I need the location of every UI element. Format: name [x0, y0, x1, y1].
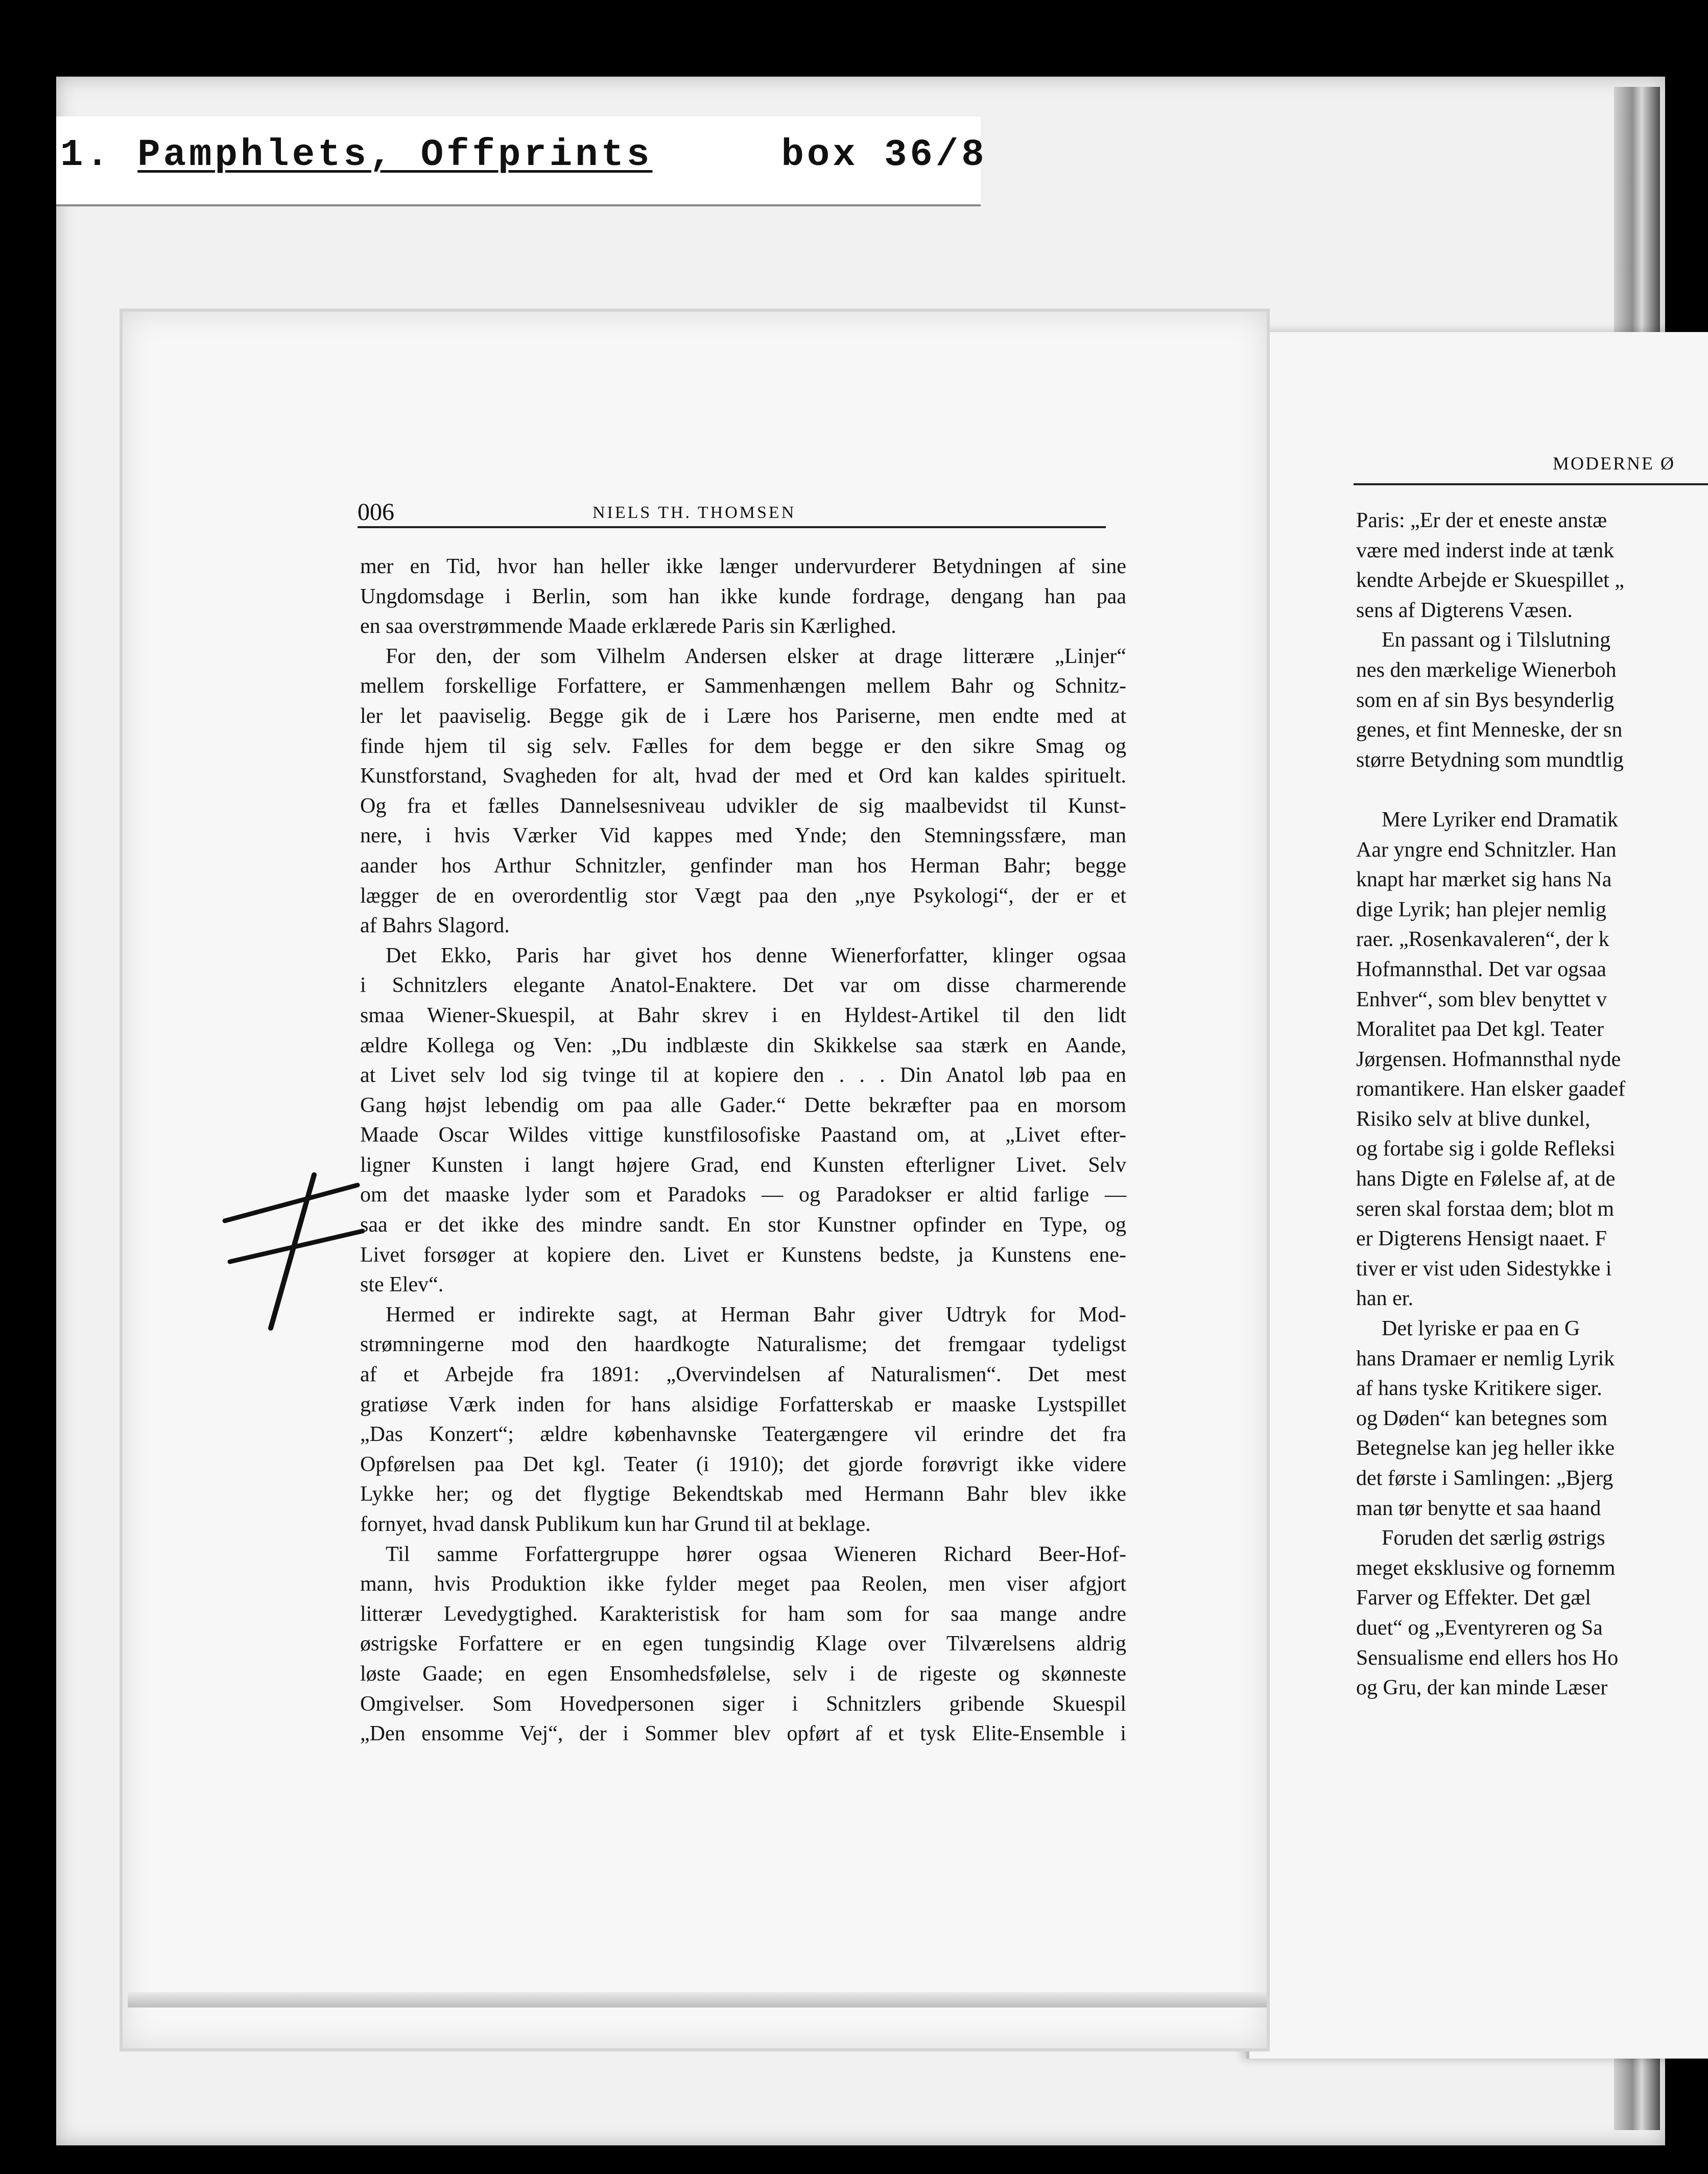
text-line: Kunstforstand, Svagheden for alt, hvad der med et Ord kan kaldes spirituelt. — [360, 764, 1126, 788]
hash-mark-icon — [215, 1165, 378, 1338]
text-line: knapt har mærket sig hans Na — [1356, 868, 1612, 892]
text-line: gratiøse Værk inden for hans alsidige Forfatterskab er maaske Lystspillet — [360, 1392, 1126, 1416]
text-line: Aar yngre end Schnitzler. Han — [1356, 838, 1617, 862]
text-line: man tør benytte et saa haand — [1356, 1496, 1601, 1520]
text-line: dige Lyrik; han plejer nemlig — [1356, 897, 1606, 921]
text-line: af Bahrs Slagord. — [360, 914, 510, 938]
text-line: som en af sin Bys besynderlig — [1356, 688, 1615, 712]
text-line: aander hos Arthur Schnitzler, genfinder man hos Herman Bahr; begge — [360, 854, 1126, 878]
text-line: Enhver“, som blev benyttet v — [1356, 987, 1607, 1011]
text-line: saa er det ikke des mindre sandt. En stor Kunstner opfinder en Type, og — [360, 1213, 1126, 1237]
text-line: være med inderst inde at tænk — [1356, 538, 1615, 562]
text-line: For den, der som Vilhelm Andersen elsker at drage litterære „Linjer“ — [386, 644, 1126, 668]
text-line: Gang højst lebendig om paa alle Gader.“ Dette bekræfter paa en morsom — [360, 1093, 1126, 1117]
text-line: at Livet selv lod sig tvinge til at kopiere den . . . Din Anatol løb paa en — [360, 1064, 1126, 1088]
text-line: ler let paaviselig. Begge gik de i Lære hos Pariserne, men endte med at — [360, 704, 1126, 728]
text-line: mellem forskellige Forfattere, er Sammenhængen mellem Bahr og Schnitz- — [360, 674, 1126, 698]
text-line: finde hjem til sig selv. Fælles for dem begge er den sikre Smag og — [360, 734, 1126, 758]
text-line: Paris: „Er der et eneste anstæ — [1356, 509, 1607, 532]
text-line: Omgivelser. Som Hovedpersonen siger i Schnitzlers gribende Skuespil — [360, 1692, 1126, 1716]
text-line: løste Gaade; en egen Ensomhedsfølelse, selv i de rigeste og skønneste — [360, 1662, 1126, 1686]
label-item-number: 1. — [60, 134, 112, 177]
head-rule — [358, 526, 1106, 528]
text-line: Betegnelse kan jeg heller ikke — [1356, 1436, 1615, 1460]
text-line: Jørgensen. Hofmannsthal nyde — [1356, 1047, 1621, 1071]
text-line: Moralitet paa Det kgl. Teater — [1356, 1018, 1604, 1042]
running-head: NIELS TH. THOMSEN — [592, 503, 796, 522]
label-box: box 36/8 — [781, 134, 987, 177]
text-line: „Das Konzert“; ældre københavnske Teatergængere vil erindre det fra — [360, 1423, 1126, 1447]
text-line: duet“ og „Eventyreren og Sa — [1356, 1616, 1603, 1640]
text-line: Mere Lyriker end Dramatik — [1382, 808, 1618, 832]
text-line: genes, et fint Menneske, der sn — [1356, 718, 1623, 742]
text-line: Maade Oscar Wildes vittige kunstfilosofiske Paastand om, at „Livet efter- — [360, 1123, 1126, 1147]
text-line: og Døden“ kan betegnes som — [1356, 1406, 1608, 1430]
page-number: 006 — [358, 499, 394, 526]
text-line: Livet forsøger at kopiere den. Livet er Kunstens bedste, ja Kunstens ene- — [360, 1243, 1126, 1267]
page-bottom-edge — [128, 1992, 1267, 2007]
text-line: Farver og Effekter. Det gæl — [1356, 1586, 1591, 1610]
text-line: af et Arbejde fra 1891: „Overvindelsen af Naturalismen“. Det mest — [360, 1363, 1126, 1387]
text-line: Foruden det særlig østrigs — [1382, 1526, 1605, 1550]
text-line: om det maaske lyder som et Paradoks — og Paradokser er altid farlige — — [360, 1183, 1126, 1207]
right-page-text — [1356, 506, 1708, 1732]
right-running-head: MODERNE Ø — [1553, 453, 1675, 474]
text-line: mann, hvis Produktion ikke fylder meget paa Reolen, men viser afgjort — [360, 1572, 1126, 1596]
archive-label — [60, 134, 987, 177]
text-line: større Betydning som mundtlig — [1356, 748, 1624, 772]
text-line: nes den mærkelige Wienerboh — [1356, 658, 1617, 682]
text-line: Og fra et fælles Dannelsesniveau udvikler de sig maalbevidst til Kunst- — [360, 794, 1126, 818]
text-line: en saa overstrømmende Maade erklærede Paris sin Kærlighed. — [360, 615, 896, 639]
text-line: seren skal forstaa dem; blot m — [1356, 1197, 1615, 1221]
text-line: raer. „Rosenkavaleren“, der k — [1356, 928, 1609, 952]
text-line: Til samme Forfattergruppe hører ogsaa Wieneren Richard Beer-Hof- — [386, 1542, 1126, 1566]
text-line: Opførelsen paa Det kgl. Teater (i 1910); det gjorde forøvrigt ikke videre — [360, 1452, 1126, 1476]
text-line: „Den ensomme Vej“, der i Sommer blev opført af et tysk Elite-Ensemble i — [360, 1722, 1126, 1746]
text-line: Hermed er indirekte sagt, at Herman Bahr giver Udtryk for Mod- — [386, 1303, 1126, 1327]
text-line: hans Dramaer er nemlig Lyrik — [1356, 1346, 1615, 1370]
text-line: ligner Kunsten i langt højere Grad, end Kunsten efterligner Livet. Selv — [360, 1153, 1126, 1177]
text-line: fornyet, hvad dansk Publikum kun har Grund til at beklage. — [360, 1513, 871, 1536]
text-line: han er. — [1356, 1287, 1413, 1311]
text-line: ste Elev“. — [360, 1273, 444, 1297]
text-line: Risiko selv at blive dunkel, — [1356, 1107, 1591, 1131]
text-line: Det lyriske er paa en G — [1382, 1317, 1580, 1341]
text-line: og fortabe sig i golde Refleksi — [1356, 1137, 1616, 1161]
text-line: smaa Wiener-Skuespil, at Bahr skrev i en Hyldest-Artikel til den lidt — [360, 1003, 1126, 1027]
text-line: En passant og i Tilslutning — [1382, 628, 1611, 652]
text-line: det første i Samlingen: „Bjerg — [1356, 1467, 1614, 1490]
text-line: sens af Digterens Væsen. — [1356, 598, 1573, 622]
text-line: og Gru, der kan minde Læser — [1356, 1676, 1608, 1700]
text-line: lægger de en overordentlig stor Vægt paa den „nye Psykologi“, der er et — [360, 884, 1126, 908]
left-page-text — [360, 552, 1126, 1749]
text-line — [1356, 775, 1708, 805]
text-line: Sensualisme end ellers hos Ho — [1356, 1646, 1619, 1670]
text-line: er Digterens Hensigt naaet. F — [1356, 1227, 1607, 1251]
text-line: romantikere. Han elsker gaadef — [1356, 1077, 1626, 1101]
text-line: østrigske Forfattere er en egen tungsindig Klage over Tilværelsens aldrig — [360, 1632, 1126, 1656]
text-line: ældre Kollega og Ven: „Du indblæste din Skikkelse saa stærk en Aande, — [360, 1033, 1126, 1057]
right-head-rule — [1354, 483, 1708, 485]
text-line: meget eksklusive og fornemm — [1356, 1556, 1616, 1580]
label-title: Pamphlets, Offprints — [137, 134, 653, 177]
text-line: strømningerne mod den haardkogte Naturalisme; det fremgaar tydeligst — [360, 1333, 1126, 1357]
text-line: hans Digte en Følelse af, at de — [1356, 1167, 1616, 1191]
text-line: i Schnitzlers elegante Anatol-Enaktere. Det var om disse charmerende — [360, 974, 1126, 998]
text-line: nere, i hvis Værker Vid kappes med Ynde; den Stemningssfære, man — [360, 824, 1126, 848]
text-line: mer en Tid, hvor han heller ikke længer undervurderer Betydningen af sine — [360, 555, 1126, 578]
text-line: Det Ekko, Paris har givet hos denne Wienerforfatter, klinger ogsaa — [386, 943, 1126, 967]
text-line: Hofmannsthal. Det var ogsaa — [1356, 957, 1606, 981]
text-line: kendte Arbejde er Skuespillet „ — [1356, 569, 1624, 593]
text-line: tiver er vist uden Sidestykke i — [1356, 1257, 1612, 1281]
text-line: af hans tyske Kritikere siger. — [1356, 1377, 1602, 1401]
text-line: Lykke her; og det flygtige Bekendtskab med Hermann Bahr blev ikke — [360, 1482, 1126, 1506]
text-line: Ungdomsdage i Berlin, som han ikke kunde fordrage, dengang han paa — [360, 584, 1126, 608]
text-line: litterær Levedygtighed. Karakteristisk for ham som for saa mange andre — [360, 1602, 1126, 1626]
